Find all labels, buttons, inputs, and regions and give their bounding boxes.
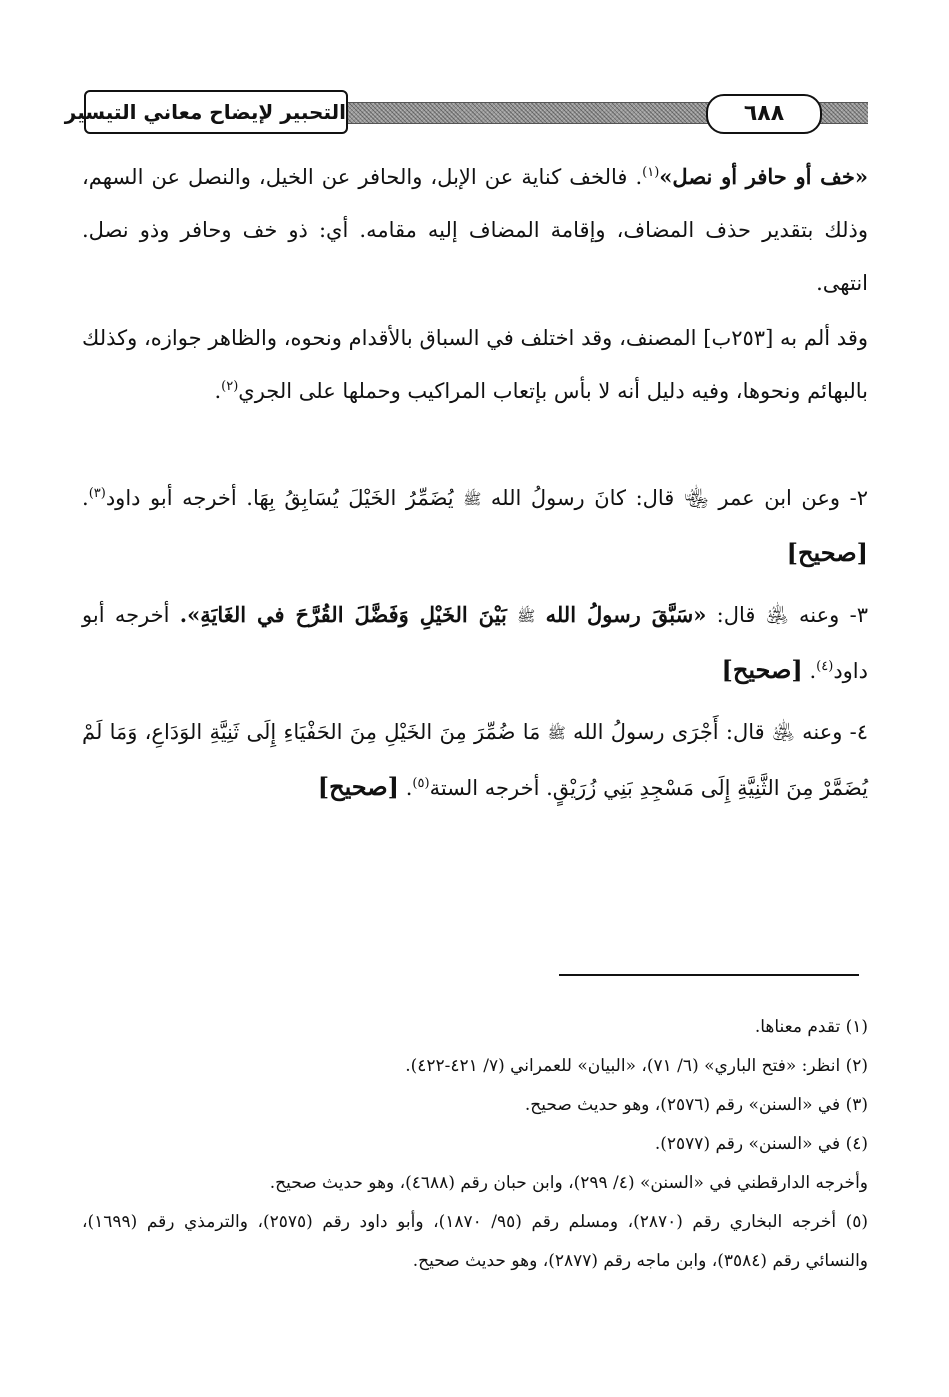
quoted-phrase: «خف أو حافر أو نصل» (659, 164, 868, 189)
hadith-end: . (405, 776, 413, 800)
footnotes (82, 1008, 868, 1281)
hadith-3 (82, 588, 868, 698)
hadith-quote-a: «سَبَّقَ رسولُ الله (545, 602, 707, 627)
footnote-5: (٥) أخرجه البخاري رقم (٢٨٧٠)، ومسلم رقم (٩٥/ ١٨٧٠)، وأبو داود رقم (٢٥٧٥)، والترمذي رقم (١٦٩٩)، والنسائي رقم (٣٥٨٤)، وابن ماجه رقم (٢٨٧٧)، وهو حديث صحيح. (82, 1212, 868, 1271)
hadith-grade: [صحيح] (786, 538, 868, 567)
hadith-lead: ٤- وعنه ﵁ قال: أَجْرَى رسولُ الله (573, 720, 868, 744)
page-header (64, 90, 868, 138)
footnote-ref-2[interactable]: (٢) (221, 379, 239, 394)
salawat-symbol: ﷺ (547, 724, 566, 742)
book-title: التحبير لإيضاح معاني التيسير (84, 90, 348, 134)
paragraph-text: . فالخف كناية عن الإبل، والحافر عن الخيل، والنصل عن السهم، وذلك بتقدير حذف المضاف، وإقامة المضاف إليه مقامه. أي: ذو خف وحافر وذو نصل. انتهى. (82, 165, 868, 295)
salawat-symbol: ﷺ (517, 607, 536, 625)
footnote-2: (٢) انظر: «فتح الباري» (٦/ ٧١)، «البيان» للعمراني (٧/ ٤٢١-٤٢٢). (405, 1056, 868, 1076)
hadith-text: يُضَمِّرُ الخَيْلَ يُسَابِقُ بِهَا. أخرجه أبو داود (105, 486, 454, 510)
paragraph-text: وقد ألم به [٢٥٣ب] المصنف، وقد اختلف في السباق بالأقدام ونحوه، والظاهر جوازه، وكذلك بالبهائم ونحوها، وفيه دليل أنه لا بأس بإتعاب المراكيب وحملها على الجري (82, 326, 869, 403)
footnote-ref-4[interactable]: (٤) (816, 659, 834, 674)
hadith-grade: [صحيح] (721, 655, 803, 684)
footnote-4: (٤) في «السنن» رقم (٢٥٧٧). (654, 1134, 868, 1154)
footnote-ref-5[interactable]: (٥) (412, 776, 430, 791)
hadith-4 (82, 706, 868, 815)
hadith-text: مَا ضُمِّرَ مِنَ الخَيْلِ مِنَ الحَفْيَاءِ إِلَى ثَنِيَّةِ الوَدَاعِ، وَمَا لَمْ يُضَمَّرْ مِنَ الثَّنِيَّةِ إِلَى مَسْجِدِ بَنِي زُرَيْقٍ. أخرجه الستة (82, 720, 868, 800)
hadith-2 (82, 472, 868, 581)
hadith-end: . (809, 659, 817, 683)
hadith-quote-b: بَيْنَ الخَيْلِ وَفَضَّلَ القُرَّحَ في الغَايَةِ». (179, 602, 507, 627)
hadith-grade: [صحيح] (317, 772, 400, 801)
footnote-3: (٣) في «السنن» رقم (٢٥٧٦)، وهو حديث صحيح. (524, 1095, 868, 1115)
footnote-1: (١) تقدم معناها. (754, 1017, 868, 1037)
paragraph-1 (82, 150, 868, 310)
paragraph-2 (82, 312, 868, 418)
hadith-end: . (82, 486, 89, 510)
salawat-symbol: ﷺ (463, 490, 482, 508)
page-number: ٦٨٨ (706, 94, 822, 134)
paragraph-end: . (214, 379, 222, 403)
footnote-separator (559, 974, 859, 976)
hadith-text: أخرجه أبو داود (82, 603, 868, 683)
footnote-ref-1[interactable]: (١) (642, 165, 660, 180)
hadith-lead: ٢- وعن ابن عمر ﵄ قال: كانَ رسولُ الله (490, 486, 868, 510)
hadith-lead: ٣- وعنه ﵁ قال: (716, 603, 868, 627)
footnote-ref-3[interactable]: (٣) (88, 486, 106, 501)
footnote-4-continued: وأخرجه الدارقطني في «السنن» (٤/ ٢٩٩)، وابن حبان رقم (٤٦٨٨)، وهو حديث صحيح. (269, 1173, 868, 1193)
